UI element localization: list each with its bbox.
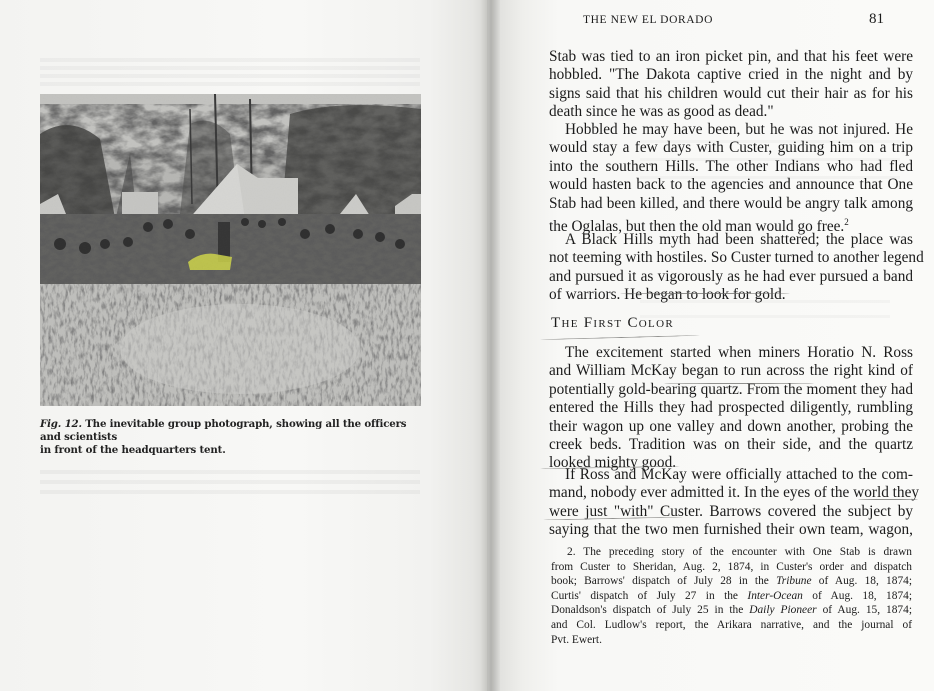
publication-title: Tribune <box>776 575 812 588</box>
footnote-text: Curtis' dispatch of July 27 in the <box>551 589 748 602</box>
pencil-underline <box>858 499 918 500</box>
text-line: mand, nobody ever admitted it. In the eyes of the world they <box>549 484 920 502</box>
footnote-line: and Col. Ludlow's report, the Arikara narrative, and the journal of <box>551 618 912 631</box>
text-line: not teeming with hostiles. So Custer turned to another legend <box>549 249 924 267</box>
page-number: 81 <box>869 11 884 27</box>
running-head: THE NEW EL DORADO <box>583 14 713 26</box>
footnote-text: Donaldson's dispatch of July 25 in the <box>551 604 750 617</box>
text-line: of warriors. He began to look for gold. <box>549 286 786 304</box>
footnote-text: of Aug. 18, 1874; <box>811 575 912 588</box>
paragraph-2 <box>549 121 913 237</box>
section-heading: The First Color <box>551 315 674 331</box>
text-line: Stab was tied to an iron picket pin, and that his feet were <box>549 48 913 65</box>
paragraph-5 <box>549 466 920 540</box>
text-line: If Ross and McKay were officially attached to the com- <box>565 466 913 483</box>
text-line: looked mighty good. <box>549 454 677 472</box>
text-line: and pursued it as vigorously as he had ever pursued a band <box>549 267 913 285</box>
text-line: entered the Hills they had prospected diligently, rumbling <box>549 399 913 417</box>
figure-caption <box>40 418 425 457</box>
caption-line-2: in front of the headquarters tent. <box>40 444 226 456</box>
footnote <box>551 545 912 647</box>
pencil-underline <box>664 383 814 384</box>
footnote-text: of Aug. 15, 1874; <box>816 604 912 617</box>
footnote-text: of Aug. 18, 1874; <box>802 589 913 602</box>
footnote-text: book; Barrows' dispatch of July 28 in the <box>551 575 777 588</box>
text-line: death since he was as good as dead." <box>549 103 774 121</box>
text-line: A Black Hills myth had been shattered; the place was <box>565 231 913 248</box>
group-photograph <box>40 94 421 406</box>
text-line-content: the Oglalas, but then the old man would go free. <box>549 218 845 236</box>
text-line: signs said that his children would cut their hair as for his <box>549 84 913 102</box>
footnote-line: from Custer to Sheridan, Aug. 2, 1874, in Custer's order and dispatch <box>551 560 912 573</box>
text-line: into the southern Hills. The other Indians who had fled <box>549 157 913 175</box>
photo-illustration <box>40 94 421 406</box>
footnote-line <box>551 589 912 604</box>
text-line: Stab had been killed, and there would be angry talk among <box>549 194 913 212</box>
text-line: would hasten back to the agencies and announce that One <box>549 176 913 194</box>
text-line: The excitement started when miners Horatio N. Ross <box>565 344 913 361</box>
text-line: hobbled. "The Dakota captive cried in the night and by <box>549 66 913 84</box>
footnote-line: Pvt. Ewert. <box>551 633 602 646</box>
footnote-line <box>551 574 912 589</box>
footnote-line <box>551 603 912 618</box>
text-line: Hobbled he may have been, but he was not injured. He <box>565 121 913 138</box>
figure-label: Fig. 12. <box>40 418 82 430</box>
text-line: creek beds. Tradition was on their side, and the quartz <box>549 436 913 454</box>
text-line: their wagon up one valley and down another, probing the <box>549 417 913 435</box>
pencil-underline <box>620 293 790 294</box>
text-line: saying that the two men furnished their own team, wagon, <box>549 521 913 539</box>
text-line: potentially gold-bearing quartz. From the moment they had <box>549 380 913 398</box>
publication-title: Inter-Ocean <box>747 589 803 602</box>
text-line: would stay a few days with Custer, guiding him on a trip <box>549 139 913 157</box>
paragraph-1 <box>549 48 913 122</box>
publication-title: Daily Pioneer <box>749 604 817 617</box>
footnote-reference[interactable]: 2 <box>844 217 849 228</box>
text-line: were just "with" Custer. Barrows covered the subject by <box>549 502 913 520</box>
text-line: and William McKay began to run across the right kind of <box>549 362 913 380</box>
paragraph-4 <box>549 344 913 473</box>
caption-line-1: The inevitable group photograph, showing all the officers and scientists <box>40 418 407 443</box>
footnote-line: 2. The preceding story of the encounter with One Stab is drawn <box>567 546 912 558</box>
book-gutter <box>480 0 500 691</box>
